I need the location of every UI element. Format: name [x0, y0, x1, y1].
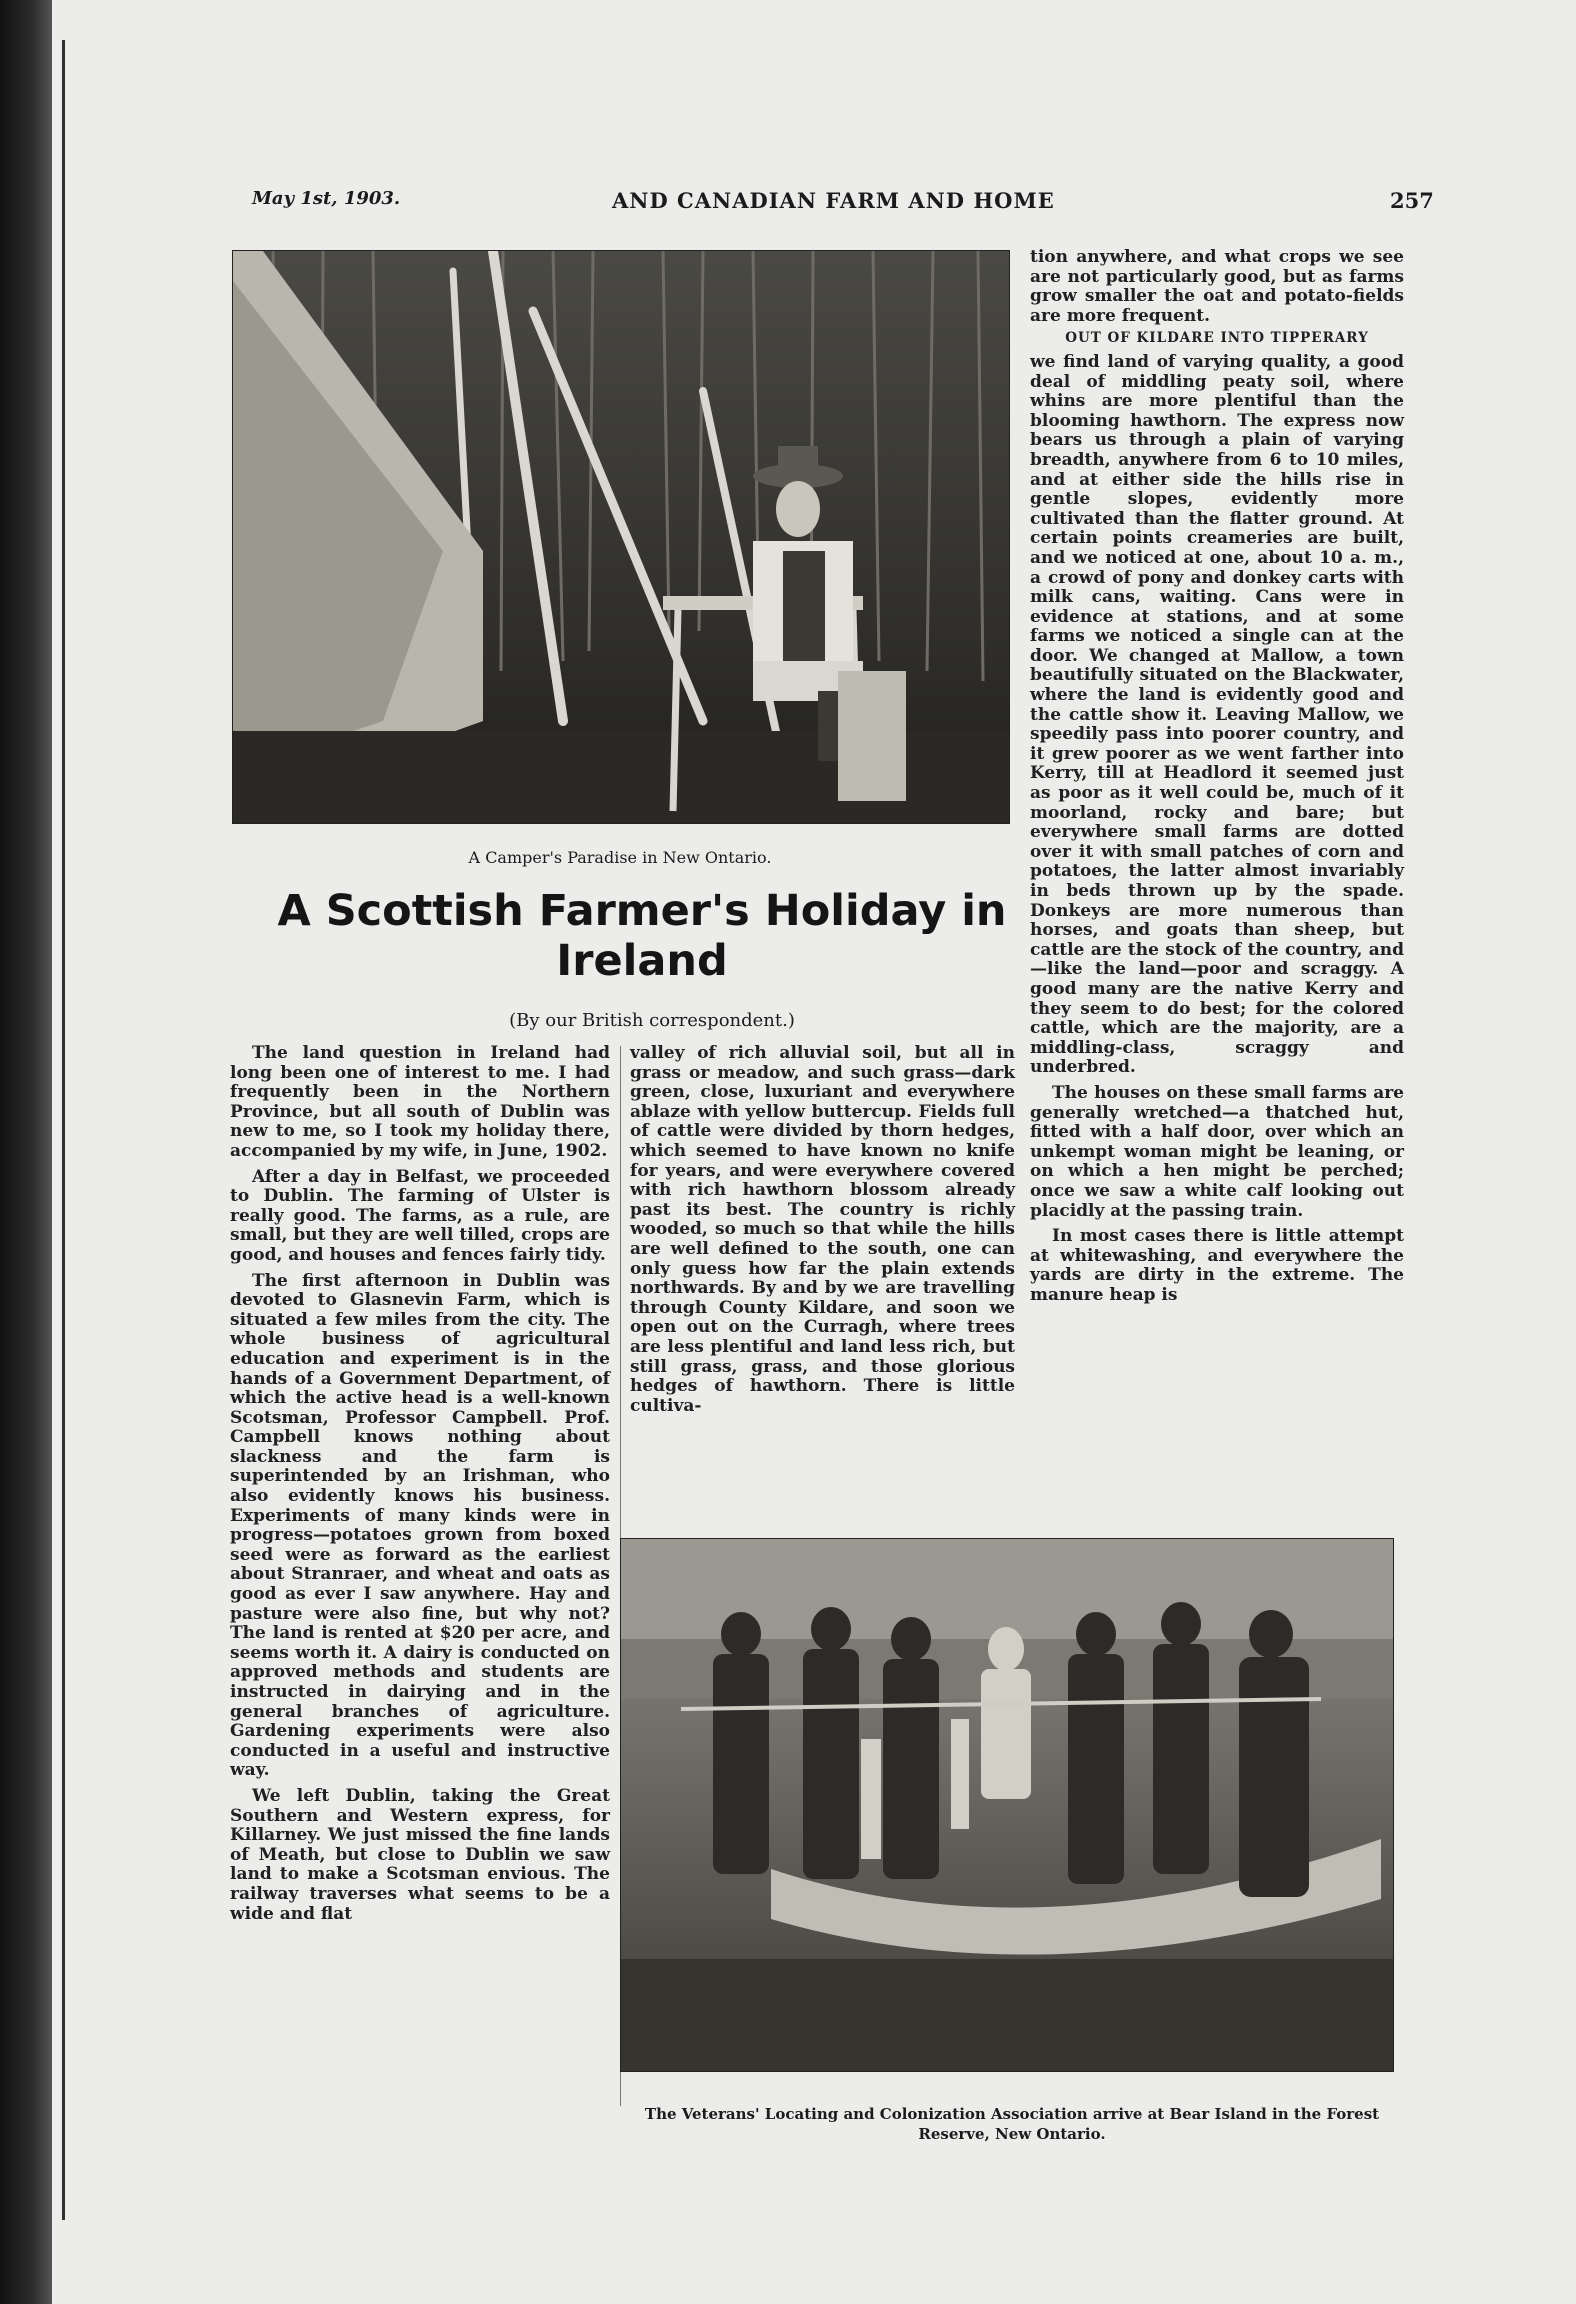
campers-paradise-illustration: [233, 251, 1009, 823]
paragraph: valley of rich alluvial soil, but all in grass or meadow, and such grass—dark green, close, luxuriant and everywhere ablaze with yellow buttercup. Fields full of cattle were divided by thorn hedges, which seemed to have known no knife for years, and were everywhere covered with rich hawthorn blossom already past its best. The country is richly wooded, so much so that while the hills are well defined to the south, one can only guess how far the plain extends northwards. By and by we are travelling through County Kildare, and soon we open out on the Curragh, where trees are less plentiful and land less rich, but still grass, grass, and those glorious hedges of hawthorn. There is little cultiva-: [630, 1043, 1015, 1416]
section-subhead: OUT OF KILDARE INTO TIPPERARY: [1065, 330, 1369, 347]
paragraph: tion anywhere, and what crops we see are not particularly good, but as farms grow smaller the oat and potato-fields are more frequent.: [1030, 247, 1404, 326]
article-column-1: [230, 1044, 610, 1924]
issue-date: May 1st, 1903.: [252, 188, 401, 209]
paragraph: We left Dublin, taking the Great Southern and Western express, for Killarney. We just missed the fine lands of Meath, but close to Dublin we saw land to make a Scotsman envious. The railway traverses what seems to be a wide and flat: [230, 1785, 610, 1924]
scan-border: [0, 0, 52, 2304]
article-column-2: [630, 1044, 1015, 1416]
article-byline: (By our British correspondent.): [509, 1010, 795, 1031]
top-photo-caption: A Camper's Paradise in New Ontario.: [468, 848, 772, 867]
paragraph: The houses on these small farms are generally wretched—a thatched hut, fitted with a half door, over which an unkempt woman might be leaning, or on which a hen might be perched; once we saw a white calf looking out placidly at the passing train.: [1030, 1082, 1404, 1221]
veterans-arrival-photo: [620, 1538, 1394, 2072]
paragraph: we find land of varying quality, a good deal of middling peaty soil, where whins are more plentiful than the blooming hawthorn. The express now bears us through a plain of varying breadth, anywhere from 6 to 10 miles, and at either side the hills rise in gentle slopes, evidently more cultivated than the flatter ground. At certain points creameries are built, and we noticed at one, about 10 a. m., a crowd of pony and donkey carts with milk cans, waiting. Cans were in evidence at stations, and at some farms we noticed a single can at the door. We changed at Mallow, a town beautifully situated on the Blackwater, where the land is evidently good and the cattle show it. Leaving Mallow, we speedily pass into poorer country, and it grew poorer as we went farther into Kerry, till at Headlord it seemed just as poor as it well could be, much of it moorland, rocky and bare; but everywhere small farms are dotted over it with small patches of corn and potatoes, the latter almost invariably in beds thrown up by the spade. Donkeys are more numerous than horses, and goats than sheep, but cattle are the stock of the country, and—like the land—poor and scraggy. A good many are the native Kerry and they seem to do best; for the colored cattle, which are the majority, are a middling-class, scraggy and underbred.: [1030, 351, 1404, 1078]
magazine-page: [52, 0, 1576, 2304]
veterans-arrival-illustration: [621, 1539, 1393, 2071]
paragraph: After a day in Belfast, we proceeded to Dublin. The farming of Ulster is really good. The farms, as a rule, are small, but they are well tilled, crops are good, and houses and fences fairly tidy.: [230, 1166, 610, 1265]
page-number: 257: [1390, 188, 1434, 213]
paragraph: In most cases there is little attempt at whitewashing, and everywhere the yards are dirty in the extreme. The manure heap is: [1030, 1226, 1404, 1305]
running-title: AND CANADIAN FARM AND HOME: [612, 188, 1055, 213]
article-headline: A Scottish Farmer's Holiday in Ireland: [277, 886, 1007, 986]
campers-paradise-photo: [232, 250, 1010, 824]
binding-line: [62, 40, 65, 2220]
bottom-photo-caption: The Veterans' Locating and Colonization Association arrive at Bear Island in the Forest Reserve, New Ontario.: [644, 2105, 1380, 2143]
article-column-3: [1030, 248, 1404, 1305]
paragraph: The first afternoon in Dublin was devoted to Glasnevin Farm, which is situated a few miles from the city. The whole business of agricultural education and experiment is in the hands of a Government Department, of which the active head is a well-known Scotsman, Professor Campbell. Prof. Campbell knows nothing about slackness and the farm is superintended by an Irishman, who also evidently knows his business. Experiments of many kinds were in progress—potatoes grown from boxed seed were as forward as the earliest about Stranraer, and wheat and oats as good as ever I saw anywhere. Hay and pasture were also fine, but why not? The land is rented at $20 per acre, and seems worth it. A dairy is conducted on approved methods and students are instructed in dairying and in the general branches of agriculture. Gardening experiments were also conducted in a useful and instructive way.: [230, 1270, 610, 1781]
paragraph: The land question in Ireland had long been one of interest to me. I had frequently been in the Northern Province, but all south of Dublin was new to me, so I took my holiday there, accompanied by my wife, in June, 1902.: [230, 1043, 610, 1161]
